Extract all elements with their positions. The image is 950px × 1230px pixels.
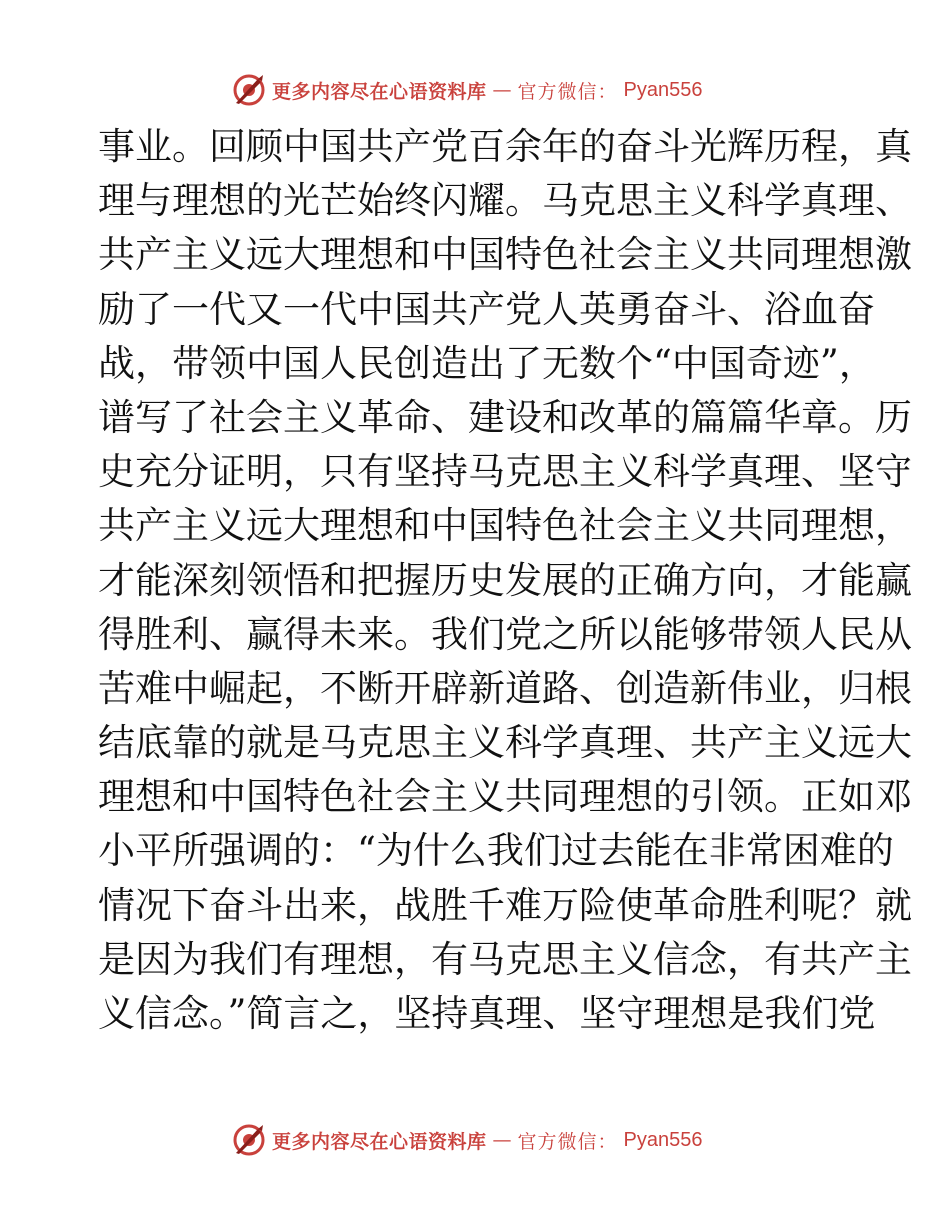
quill-logo-icon	[232, 73, 266, 107]
text-line: 史充分证明，只有坚持马克思主义科学真理、坚守	[98, 450, 912, 494]
text-line: 共产主义远大理想和中国特色社会主义共同理想，	[98, 504, 912, 548]
footer-watermark	[232, 1122, 703, 1158]
text-line: 谱写了社会主义革命、建设和改革的篇篇华章。历	[98, 395, 912, 439]
text-line: 小平所强调的：“为什么我们过去能在非常困难的	[98, 829, 894, 873]
header-watermark	[232, 72, 703, 108]
quill-logo-icon	[232, 1123, 266, 1157]
text-line: 义信念。”简言之，坚持真理、坚守理想是我们党	[98, 992, 876, 1035]
watermark-official-label: 官方微信：	[517, 80, 618, 103]
text-line: 共产主义远大理想和中国特色社会主义共同理想激	[98, 233, 912, 277]
watermark-separator: —	[492, 1129, 512, 1151]
watermark-separator: —	[492, 79, 512, 101]
text-line: 理与理想的光芒始终闪耀。马克思主义科学真理、	[98, 179, 912, 223]
text-line: 苦难中崛起，不断开辟新道路、创造新伟业，归根	[98, 666, 912, 710]
watermark-wechat-id: Pyan556	[623, 1128, 703, 1151]
text-line: 理想和中国特色社会主义共同理想的引领。正如邓	[98, 775, 912, 819]
watermark-text: 更多内容尽在心语资料库	[272, 1130, 487, 1153]
text-line: 事业。回顾中国共产党百余年的奋斗光辉历程，真	[98, 125, 912, 168]
text-line: 是因为我们有理想，有马克思主义信念，有共产主	[98, 937, 912, 981]
text-line: 战，带领中国人民创造出了无数个“中国奇迹”，	[98, 341, 876, 385]
text-line: 结底靠的就是马克思主义科学真理、共产主义远大	[98, 721, 912, 765]
text-line: 得胜利、赢得未来。我们党之所以能够带领人民从	[98, 612, 912, 656]
watermark-wechat-id: Pyan556	[623, 78, 703, 101]
text-line: 情况下奋斗出来，战胜千难万险使革命胜利呢？就	[98, 883, 912, 927]
watermark-text: 更多内容尽在心语资料库	[272, 80, 487, 103]
watermark-official-label: 官方微信：	[517, 1130, 618, 1153]
text-line: 励了一代又一代中国共产党人英勇奋斗、浴血奋	[98, 287, 875, 331]
document-body	[98, 120, 912, 1041]
text-line: 才能深刻领悟和把握历史发展的正确方向，才能赢	[98, 558, 912, 602]
